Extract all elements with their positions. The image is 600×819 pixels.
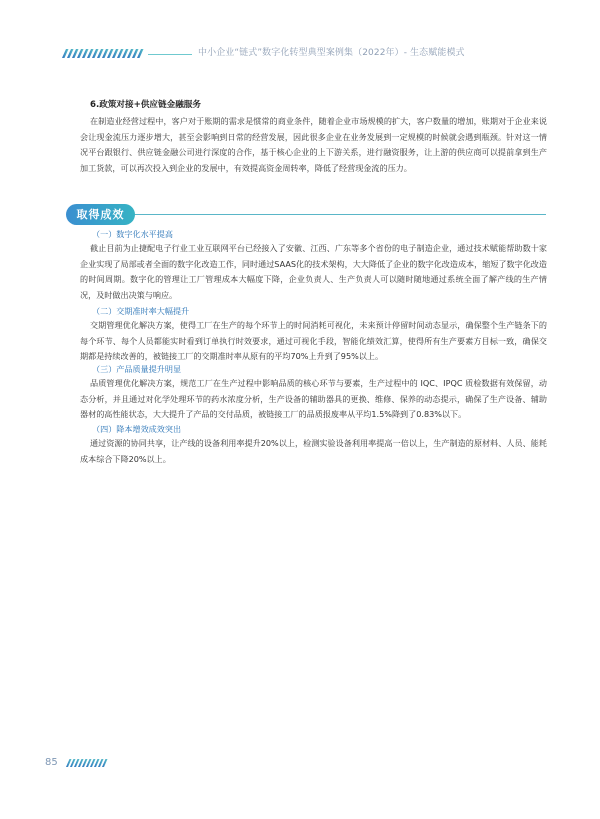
result-heading-digitalization: （一）数字化水平提高 [92, 229, 173, 239]
footer-stripes-decoration [66, 759, 110, 767]
header-divider [148, 54, 192, 55]
result-paragraph-digitalization: 截止目前为止捷配电子行业工业互联网平台已经接入了安徽、江西、广东等多个省份的电子制造企业，通过技术赋能帮助数十家企业实现了局部或者全面的数字化改造工作，同时通过SAAS化的技术架构，大大降低了企业的数字化改造成本，缩短了数字化改造的时间周期。数字化的管理让工厂管理成本大幅度下降，企业负责人、生产负责人可以随时随地通过系统全面了解产线的生产情况，及时做出决策与响应。 [80, 243, 547, 300]
result-paragraph-cost: 通过资源的协同共享，让产线的设备利用率提升20%以上，检测实验设备利用率提高一倍以上，生产制造的原材料、人员、能耗成本综合下降20%以上。 [80, 438, 547, 464]
result-paragraph-quality: 品质管理优化解决方案，规范工厂在生产过程中影响品质的核心环节与要素，生产过程中的 IQC、IPQC 质检数据有效保留，动态分析，并且通过对化学处理环节的药水浓度分析，生产设备的辅助器具的更换、维修、保养的动态提示，确保了生产设备、辅助器材的高性能状态，大大提升了产品的交付品质，被链接工厂的品质报废率从平均1.5%降到了0.83%以下。 [80, 378, 547, 419]
result-heading-delivery: （二）交期准时率大幅提升 [92, 306, 190, 316]
result-paragraph-delivery: 交期管理优化解决方案，使得工厂在生产的每个环节上的时间消耗可视化，未来预计停留时间动态显示，确保整个生产链条下的每个环节、每个人员都能实时看到订单执行时效要求，通过可视化手段，智能化绩效汇算，使得所有生产要素方目标一致，确保交期都是持续改善的，被链接工厂的交期准时率从原有的平均70%上升到了95%以上。 [80, 320, 547, 361]
section-heading: 6.政策对接+供应链金融服务 [90, 100, 201, 110]
banner-divider [130, 214, 546, 215]
result-heading-cost: （四）降本增效成效突出 [92, 424, 182, 434]
header-title: 中小企业“链式”数字化转型典型案例集（2022年）- 生态赋能模式 [198, 48, 465, 58]
header-stripes-decoration [62, 49, 146, 58]
section-paragraph: 在制造业经营过程中，客户对于账期的需求是惯常的商业条件，随着企业市场规模的扩大，客户数量的增加，账期对于企业来说会让现金流压力逐步增大，甚至会影响到日常的经营发展，因此很多企业在业务发展到一定规模的时候就会遇到瓶颈。针对这一情况平台跟银行、供应链金融公司进行深度的合作，基于核心企业的上下游关系，进行融资服务，让上游的供应商可以提前拿到生产加工货款，可以再次投入到企业的发展中，有效提高资金周转率，降低了经营现金流的压力。 [80, 116, 547, 173]
results-banner: 取得成效 [66, 204, 135, 225]
result-heading-quality: （三）产品质量提升明显 [92, 364, 182, 374]
page-number: 85 [45, 757, 58, 768]
